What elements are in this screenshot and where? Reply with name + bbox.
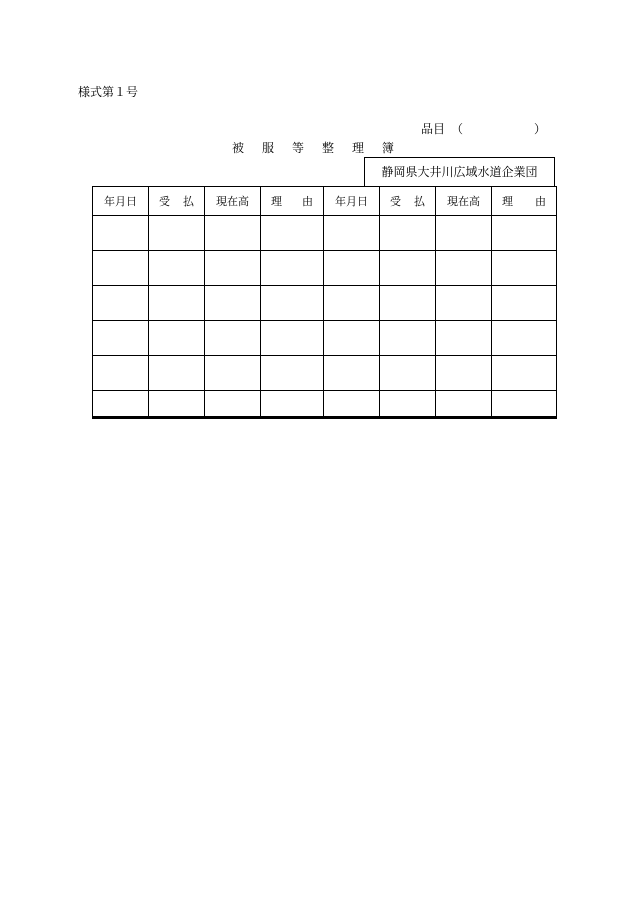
- ledger-cell: [149, 356, 205, 391]
- organization-name: 静岡県大井川広域水道企業団: [364, 157, 555, 186]
- form-number: 様式第１号: [78, 85, 139, 99]
- ledger-cell: [149, 321, 205, 356]
- ledger-cell: [436, 286, 492, 321]
- ledger-cell: [205, 251, 261, 286]
- ledger-cell: [380, 251, 436, 286]
- column-header-receipt-payment: 受 払: [149, 187, 205, 216]
- ledger-cell: [380, 286, 436, 321]
- item-field: [421, 122, 546, 136]
- ledger-row: [93, 391, 557, 418]
- ledger-cell: [93, 216, 149, 251]
- ledger-cell: [324, 391, 380, 418]
- ledger-cell: [324, 321, 380, 356]
- ledger-row: [93, 286, 557, 321]
- ledger-cell: [93, 356, 149, 391]
- ledger-cell: [261, 286, 324, 321]
- title-char: 整: [321, 141, 334, 155]
- ledger-cell: [205, 321, 261, 356]
- ledger-cell: [149, 216, 205, 251]
- column-header-receipt-payment: 受 払: [380, 187, 436, 216]
- ledger-cell: [436, 251, 492, 286]
- document-title: [232, 141, 394, 155]
- ledger-cell: [261, 391, 324, 418]
- ledger-cell: [93, 321, 149, 356]
- ledger-cell: [149, 391, 205, 418]
- ledger-row: [93, 356, 557, 391]
- column-header-date: 年月日: [324, 187, 380, 216]
- item-open-paren: （: [451, 122, 464, 136]
- column-header-date: 年月日: [93, 187, 149, 216]
- ledger-cell: [149, 286, 205, 321]
- ledger-cell: [149, 251, 205, 286]
- ledger-cell: [492, 391, 557, 418]
- ledger-cell: [380, 321, 436, 356]
- column-header-reason: 理 由: [492, 187, 557, 216]
- ledger-cell: [205, 391, 261, 418]
- column-header-reason: 理 由: [261, 187, 324, 216]
- column-header-balance: 現在高: [436, 187, 492, 216]
- item-label: 品目: [421, 122, 446, 136]
- ledger-cell: [492, 286, 557, 321]
- ledger-cell: [324, 216, 380, 251]
- title-char: 服: [261, 141, 274, 155]
- ledger-cell: [261, 356, 324, 391]
- ledger-cell: [492, 216, 557, 251]
- ledger-cell: [324, 356, 380, 391]
- ledger-cell: [324, 251, 380, 286]
- ledger-row: [93, 251, 557, 286]
- ledger-cell: [492, 356, 557, 391]
- ledger-cell: [93, 251, 149, 286]
- ledger-cell: [436, 321, 492, 356]
- ledger-cell: [261, 251, 324, 286]
- ledger-cell: [205, 356, 261, 391]
- ledger-cell: [436, 391, 492, 418]
- ledger-cell: [492, 251, 557, 286]
- ledger-cell: [205, 216, 261, 251]
- ledger-cell: [261, 321, 324, 356]
- ledger-cell: [324, 286, 380, 321]
- title-char: 等: [291, 141, 304, 155]
- ledger-cell: [380, 216, 436, 251]
- ledger-cell: [492, 321, 557, 356]
- title-char: 理: [351, 141, 364, 155]
- ledger-table: [92, 186, 557, 419]
- ledger-cell: [436, 216, 492, 251]
- ledger-cell: [436, 356, 492, 391]
- ledger-cell: [93, 391, 149, 418]
- ledger-cell: [380, 391, 436, 418]
- ledger-cell: [380, 356, 436, 391]
- ledger-body: [93, 216, 557, 418]
- ledger-row: [93, 321, 557, 356]
- header-row: [93, 187, 557, 216]
- title-char: 被: [232, 141, 245, 155]
- title-char: 簿: [381, 141, 394, 155]
- ledger-cell: [93, 286, 149, 321]
- item-close-paren: ）: [533, 122, 546, 136]
- ledger-row: [93, 216, 557, 251]
- ledger-cell: [261, 216, 324, 251]
- column-header-balance: 現在高: [205, 187, 261, 216]
- ledger-cell: [205, 286, 261, 321]
